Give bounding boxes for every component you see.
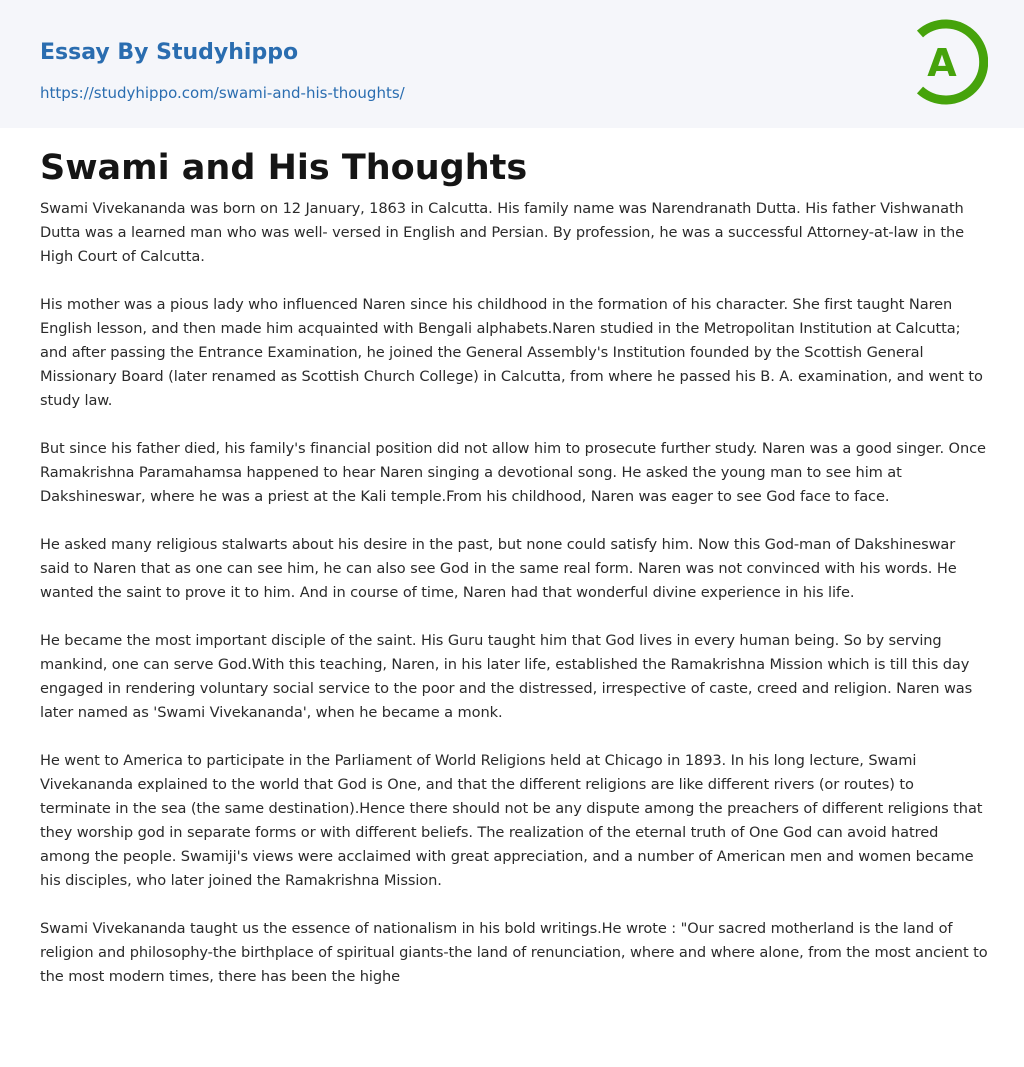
essay-paragraph: Swami Vivekananda was born on 12 January, 1863 in Calcutta. His family name was Narendranath Dutta. His father Vishwanath Dutta was a learned man who was well- versed in English and Persian. By profession, he was a successful Attorney-at-law in the High Court of Calcutta. <box>40 200 965 265</box>
brand-title: Essay By Studyhippo <box>40 40 299 65</box>
logo-letter: A <box>927 41 957 85</box>
essay-paragraph: He became the most important disciple of the saint. His Guru taught him that God lives in every human being. So by serving mankind, one can serve God.With this teaching, Naren, in his later life, established the Ramakrishna Mission which is till this day engaged in rendering voluntary social service to the poor and the distressed, irrespective of caste, creed and religion. Naren was later named as 'Swami Vivekananda', when he became a monk. <box>40 632 973 721</box>
essay-paragraph: He went to America to participate in the Parliament of World Religions held at Chicago in 1893. In his long lecture, Swami Vivekananda explained to the world that God is One, and that the different religions are like different rivers (or routes) to terminate in the sea (the same destination).Hence there should not be any dispute among the preachers of different religions that they worship god in separate forms or with different beliefs. The realization of the eternal truth of One God can avoid hatred among the people. Swamiji's views were acclaimed with great appreciation, and a number of American men and women became his disciples, who later joined the Ramakrishna Mission. <box>40 752 983 889</box>
essay-paragraph: His mother was a pious lady who influenced Naren since his childhood in the formation of his character. She first taught Naren English lesson, and then made him acquainted with Bengali alphabets.Naren studied in the Metropolitan Institution at Calcutta; and after passing the Entrance Examination, he joined the General Assembly's Institution founded by the Scottish General Missionary Board (later renamed as Scottish Church College) in Calcutta, from where he passed his B. A. examination, and went to study law. <box>40 296 983 409</box>
essay-paragraph: Swami Vivekananda taught us the essence of nationalism in his bold writings.He wrote : "Our sacred motherland is the land of religion and philosophy-the birthplace of spiritual giants-the land of renunciation, where and where alone, from the most ancient to the most modern times, there has been the highe <box>40 920 988 985</box>
essay-paragraph: He asked many religious stalwarts about his desire in the past, but none could satisfy him. Now this God-man of Dakshineswar said to Naren that as one can see him, he can also see God in the same real form. Naren was not convinced with his words. He wanted the saint to prove it to him. And in course of time, Naren had that wonderful divine experience in his life. <box>40 536 957 601</box>
essay-url-link[interactable]: https://studyhippo.com/swami-and-his-thoughts/ <box>40 84 405 102</box>
essay-paragraph: But since his father died, his family's financial position did not allow him to prosecute further study. Naren was a good singer. Once Ramakrishna Paramahamsa happened to hear Naren singing a devotional song. He asked the young man to see him at Dakshineswar, where he was a priest at the Kali temple.From his childhood, Naren was eager to see God face to face. <box>40 440 986 505</box>
essay-title: Swami and His Thoughts <box>40 148 528 188</box>
essay-body <box>40 197 988 1013</box>
studyhippo-logo-icon[interactable] <box>912 18 988 106</box>
